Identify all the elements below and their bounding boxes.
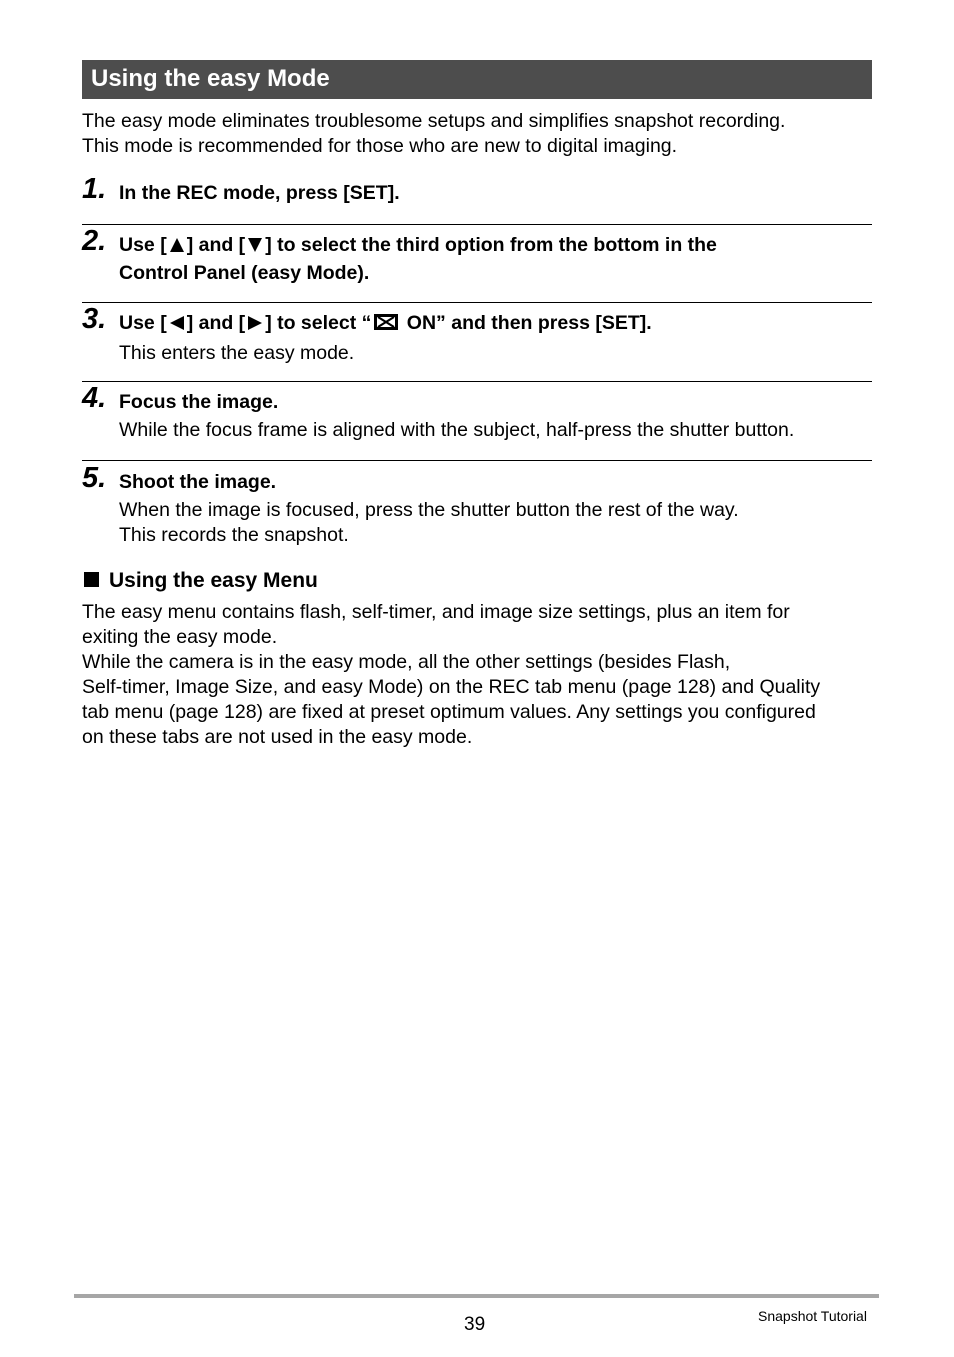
- step-title: Focus the image.: [119, 391, 279, 413]
- step-title-part: Use [: [119, 312, 167, 334]
- section-heading: [82, 568, 318, 594]
- step-title: [119, 310, 879, 338]
- step-number: 1.: [82, 173, 107, 205]
- intro-paragraph: [82, 109, 882, 159]
- page-number: 39: [464, 1314, 486, 1335]
- section-paragraph: [82, 600, 882, 750]
- step-title: In the REC mode, press [SET].: [119, 182, 400, 204]
- footer-label: Snapshot Tutorial: [758, 1308, 867, 1324]
- step-text: This records the snapshot.: [119, 524, 349, 546]
- step-title-part: ] to select “: [265, 312, 372, 334]
- down-arrow-icon: [247, 234, 263, 260]
- section-line: The easy menu contains flash, self-timer, and image size settings, plus an item for: [82, 601, 790, 623]
- section-line: exiting the easy mode.: [82, 626, 278, 648]
- step-number: 2.: [82, 225, 107, 257]
- square-bullet-icon: [84, 572, 99, 587]
- page-title: Using the easy Mode: [82, 60, 872, 99]
- section-heading-text: Using the easy Menu: [109, 569, 318, 592]
- step-title: Shoot the image.: [119, 471, 277, 493]
- section-line: Self-timer, Image Size, and easy Mode) on the REC tab menu (page 128) and Quality: [82, 676, 821, 698]
- intro-line: The easy mode eliminates troublesome setups and simplifies snapshot recording.: [82, 110, 786, 132]
- step-title: [119, 232, 879, 260]
- step-divider: [82, 460, 872, 461]
- step-title-part: ] and [: [186, 312, 246, 334]
- section-line: While the camera is in the easy mode, all the other settings (besides Flash,: [82, 651, 731, 673]
- step-title-part: ON” and then press [SET].: [401, 312, 652, 334]
- step-number: 3.: [82, 303, 107, 335]
- step-divider: [82, 302, 872, 303]
- section-line: on these tabs are not used in the easy mode.: [82, 726, 473, 748]
- step-text: This enters the easy mode.: [119, 342, 355, 364]
- step-title-part: ] to select the third option from the bottom in the: [265, 234, 717, 256]
- footer-divider: [74, 1294, 879, 1298]
- step-title-line: Control Panel (easy Mode).: [119, 262, 370, 284]
- step-title-part: Use [: [119, 234, 167, 256]
- step-divider: [82, 381, 872, 382]
- section-line: tab menu (page 128) are fixed at preset optimum values. Any settings you configured: [82, 701, 816, 723]
- step-number: 5.: [82, 462, 107, 494]
- step-title-part: ] and [: [186, 234, 246, 256]
- up-arrow-icon: [169, 234, 185, 260]
- step-text: While the focus frame is aligned with the subject, half-press the shutter button.: [119, 419, 795, 441]
- right-arrow-icon: [247, 312, 263, 338]
- step-divider: [82, 224, 872, 225]
- easy-mode-icon: [373, 312, 399, 338]
- step-number: 4.: [82, 382, 107, 414]
- left-arrow-icon: [169, 312, 185, 338]
- intro-line: This mode is recommended for those who are new to digital imaging.: [82, 135, 678, 157]
- step-text: When the image is focused, press the shutter button the rest of the way.: [119, 499, 739, 521]
